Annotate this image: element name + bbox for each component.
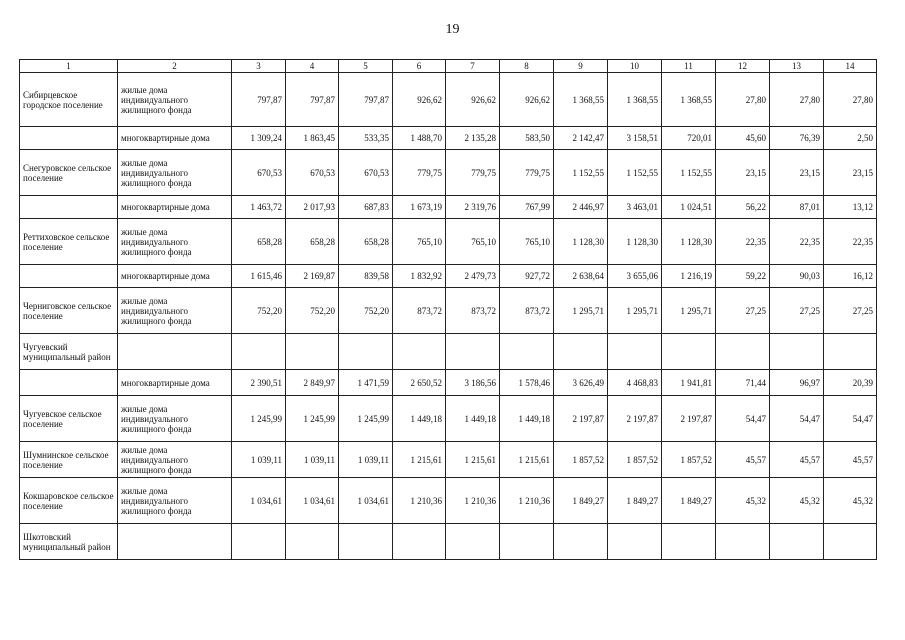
value-cell: 1 245,99	[286, 396, 339, 442]
value-cell	[554, 524, 608, 560]
value-cell: 1 152,55	[608, 150, 662, 196]
value-cell: 927,72	[500, 265, 554, 288]
value-cell: 16,12	[824, 265, 877, 288]
value-cell: 4 468,83	[608, 370, 662, 396]
housing-type-cell: жилые дома индивидуального жилищного фонда	[118, 478, 232, 524]
value-cell	[662, 524, 716, 560]
value-cell: 1 863,45	[286, 127, 339, 150]
housing-type-cell: многоквартирные дома	[118, 196, 232, 219]
table-row	[20, 288, 877, 334]
value-cell: 1 368,55	[554, 73, 608, 127]
housing-type-cell: жилые дома индивидуального жилищного фонда	[118, 150, 232, 196]
value-cell	[446, 524, 500, 560]
value-cell	[446, 334, 500, 370]
value-cell: 27,80	[716, 73, 770, 127]
value-cell: 2 017,93	[286, 196, 339, 219]
value-cell: 1 152,55	[662, 150, 716, 196]
value-cell: 1 832,92	[393, 265, 446, 288]
value-cell: 926,62	[446, 73, 500, 127]
column-number-row	[20, 60, 877, 73]
value-cell: 1 210,36	[446, 478, 500, 524]
value-cell: 2 142,47	[554, 127, 608, 150]
settlement-cell	[20, 370, 118, 396]
value-cell: 59,22	[716, 265, 770, 288]
value-cell: 658,28	[286, 219, 339, 265]
value-cell: 45,57	[770, 442, 824, 478]
value-cell: 1 245,99	[339, 396, 393, 442]
value-cell: 1 578,46	[500, 370, 554, 396]
table-row	[20, 442, 877, 478]
column-header: 14	[824, 60, 877, 73]
page-number: 19	[445, 22, 460, 37]
column-header: 9	[554, 60, 608, 73]
value-cell: 779,75	[446, 150, 500, 196]
value-cell: 1 488,70	[393, 127, 446, 150]
housing-type-cell: жилые дома индивидуального жилищного фонда	[118, 219, 232, 265]
value-cell: 873,72	[446, 288, 500, 334]
value-cell: 873,72	[500, 288, 554, 334]
value-cell	[339, 524, 393, 560]
value-cell: 22,35	[770, 219, 824, 265]
value-cell: 1 215,61	[500, 442, 554, 478]
value-cell: 76,39	[770, 127, 824, 150]
value-cell: 765,10	[446, 219, 500, 265]
settlement-cell: Сибирцевское городское поселение	[20, 73, 118, 127]
column-header: 8	[500, 60, 554, 73]
tariff-table	[19, 59, 877, 560]
value-cell: 765,10	[393, 219, 446, 265]
value-cell: 2 197,87	[608, 396, 662, 442]
value-cell: 1 849,27	[554, 478, 608, 524]
column-header: 6	[393, 60, 446, 73]
value-cell: 1 368,55	[608, 73, 662, 127]
value-cell: 27,25	[770, 288, 824, 334]
value-cell: 54,47	[770, 396, 824, 442]
settlement-cell: Шумнинское сельское поселение	[20, 442, 118, 478]
housing-type-cell: жилые дома индивидуального жилищного фонда	[118, 442, 232, 478]
table-row	[20, 219, 877, 265]
value-cell: 1 039,11	[232, 442, 286, 478]
settlement-cell: Чугуевское сельское поселение	[20, 396, 118, 442]
value-cell: 2 650,52	[393, 370, 446, 396]
table-row	[20, 127, 877, 150]
value-cell: 1 152,55	[554, 150, 608, 196]
value-cell	[339, 334, 393, 370]
value-cell: 1 849,27	[608, 478, 662, 524]
value-cell: 1 034,61	[286, 478, 339, 524]
value-cell: 1 673,19	[393, 196, 446, 219]
value-cell: 27,80	[824, 73, 877, 127]
value-cell: 2 135,28	[446, 127, 500, 150]
value-cell: 71,44	[716, 370, 770, 396]
settlement-cell: Шкотовский муниципальный район	[20, 524, 118, 560]
column-header: 13	[770, 60, 824, 73]
value-cell: 2 169,87	[286, 265, 339, 288]
table-row	[20, 478, 877, 524]
value-cell: 752,20	[339, 288, 393, 334]
value-cell: 23,15	[716, 150, 770, 196]
value-cell: 752,20	[232, 288, 286, 334]
value-cell	[232, 334, 286, 370]
value-cell: 1 471,59	[339, 370, 393, 396]
value-cell	[662, 334, 716, 370]
value-cell: 1 128,30	[554, 219, 608, 265]
value-cell: 1 039,11	[339, 442, 393, 478]
value-cell	[770, 334, 824, 370]
value-cell: 1 210,36	[393, 478, 446, 524]
value-cell: 90,03	[770, 265, 824, 288]
value-cell: 20,39	[824, 370, 877, 396]
value-cell	[554, 334, 608, 370]
value-cell: 2,50	[824, 127, 877, 150]
table-row	[20, 334, 877, 370]
housing-type-cell: многоквартирные дома	[118, 127, 232, 150]
value-cell: 779,75	[500, 150, 554, 196]
value-cell: 3 186,56	[446, 370, 500, 396]
value-cell: 2 638,64	[554, 265, 608, 288]
value-cell: 1 449,18	[500, 396, 554, 442]
value-cell: 2 479,73	[446, 265, 500, 288]
value-cell: 670,53	[339, 150, 393, 196]
housing-type-cell: многоквартирные дома	[118, 370, 232, 396]
housing-type-cell: многоквартирные дома	[118, 265, 232, 288]
value-cell: 2 446,97	[554, 196, 608, 219]
value-cell: 22,35	[824, 219, 877, 265]
value-cell	[716, 334, 770, 370]
value-cell: 1 216,19	[662, 265, 716, 288]
value-cell: 1 857,52	[662, 442, 716, 478]
value-cell: 1 039,11	[286, 442, 339, 478]
column-header: 10	[608, 60, 662, 73]
column-header: 4	[286, 60, 339, 73]
table-row	[20, 370, 877, 396]
table-row	[20, 196, 877, 219]
settlement-cell	[20, 127, 118, 150]
table-row	[20, 524, 877, 560]
value-cell: 3 626,49	[554, 370, 608, 396]
value-cell: 670,53	[232, 150, 286, 196]
value-cell: 2 197,87	[662, 396, 716, 442]
value-cell: 45,32	[770, 478, 824, 524]
value-cell: 1 857,52	[608, 442, 662, 478]
value-cell	[393, 524, 446, 560]
value-cell: 3 655,06	[608, 265, 662, 288]
value-cell: 720,01	[662, 127, 716, 150]
value-cell: 797,87	[339, 73, 393, 127]
value-cell: 1 034,61	[232, 478, 286, 524]
value-cell: 27,80	[770, 73, 824, 127]
value-cell	[824, 334, 877, 370]
value-cell: 797,87	[286, 73, 339, 127]
value-cell	[608, 524, 662, 560]
value-cell: 687,83	[339, 196, 393, 219]
value-cell: 1 309,24	[232, 127, 286, 150]
value-cell	[286, 334, 339, 370]
settlement-cell: Реттиховское сельское поселение	[20, 219, 118, 265]
value-cell: 779,75	[393, 150, 446, 196]
value-cell: 3 158,51	[608, 127, 662, 150]
value-cell: 1 941,81	[662, 370, 716, 396]
value-cell: 752,20	[286, 288, 339, 334]
value-cell: 1 034,61	[339, 478, 393, 524]
table-row	[20, 150, 877, 196]
value-cell: 1 449,18	[446, 396, 500, 442]
value-cell: 873,72	[393, 288, 446, 334]
value-cell: 533,35	[339, 127, 393, 150]
value-cell: 1 857,52	[554, 442, 608, 478]
value-cell: 1 128,30	[608, 219, 662, 265]
value-cell: 839,58	[339, 265, 393, 288]
value-cell: 45,57	[824, 442, 877, 478]
housing-type-cell: жилые дома индивидуального жилищного фонда	[118, 288, 232, 334]
settlement-cell: Снегуровское сельское поселение	[20, 150, 118, 196]
housing-type-cell	[118, 334, 232, 370]
value-cell	[716, 524, 770, 560]
table-row	[20, 265, 877, 288]
value-cell: 23,15	[770, 150, 824, 196]
value-cell: 797,87	[232, 73, 286, 127]
value-cell: 54,47	[824, 396, 877, 442]
value-cell: 1 615,46	[232, 265, 286, 288]
value-cell: 1 024,51	[662, 196, 716, 219]
value-cell	[500, 524, 554, 560]
column-header: 2	[118, 60, 232, 73]
housing-type-cell: жилые дома индивидуального жилищного фонда	[118, 73, 232, 127]
value-cell: 45,60	[716, 127, 770, 150]
value-cell: 658,28	[339, 219, 393, 265]
value-cell	[824, 524, 877, 560]
column-header: 3	[232, 60, 286, 73]
value-cell	[608, 334, 662, 370]
value-cell: 1 368,55	[662, 73, 716, 127]
value-cell: 1 295,71	[662, 288, 716, 334]
value-cell: 45,57	[716, 442, 770, 478]
value-cell	[393, 334, 446, 370]
value-cell: 1 449,18	[393, 396, 446, 442]
value-cell: 658,28	[232, 219, 286, 265]
value-cell: 1 245,99	[232, 396, 286, 442]
settlement-cell	[20, 265, 118, 288]
value-cell: 87,01	[770, 196, 824, 219]
value-cell: 45,32	[824, 478, 877, 524]
value-cell: 1 215,61	[446, 442, 500, 478]
column-header: 7	[446, 60, 500, 73]
table-row	[20, 73, 877, 127]
value-cell: 23,15	[824, 150, 877, 196]
value-cell: 670,53	[286, 150, 339, 196]
value-cell	[770, 524, 824, 560]
settlement-cell: Черниговское сельское поселение	[20, 288, 118, 334]
value-cell: 27,25	[824, 288, 877, 334]
settlement-cell	[20, 196, 118, 219]
column-header: 11	[662, 60, 716, 73]
value-cell: 45,32	[716, 478, 770, 524]
value-cell: 1 849,27	[662, 478, 716, 524]
value-cell: 926,62	[500, 73, 554, 127]
value-cell: 1 295,71	[554, 288, 608, 334]
settlement-cell: Чугуевский муниципальный район	[20, 334, 118, 370]
value-cell: 583,50	[500, 127, 554, 150]
table-row	[20, 396, 877, 442]
value-cell	[286, 524, 339, 560]
value-cell: 767,99	[500, 196, 554, 219]
column-header: 12	[716, 60, 770, 73]
housing-type-cell: жилые дома индивидуального жилищного фонда	[118, 396, 232, 442]
value-cell: 926,62	[393, 73, 446, 127]
value-cell: 27,25	[716, 288, 770, 334]
value-cell: 22,35	[716, 219, 770, 265]
value-cell: 2 197,87	[554, 396, 608, 442]
value-cell: 56,22	[716, 196, 770, 219]
housing-type-cell	[118, 524, 232, 560]
value-cell: 13,12	[824, 196, 877, 219]
value-cell: 3 463,01	[608, 196, 662, 219]
value-cell: 2 849,97	[286, 370, 339, 396]
value-cell: 1 463,72	[232, 196, 286, 219]
value-cell	[232, 524, 286, 560]
value-cell: 2 390,51	[232, 370, 286, 396]
value-cell: 2 319,76	[446, 196, 500, 219]
column-header: 5	[339, 60, 393, 73]
value-cell: 1 128,30	[662, 219, 716, 265]
column-header: 1	[20, 60, 118, 73]
value-cell: 96,97	[770, 370, 824, 396]
value-cell: 54,47	[716, 396, 770, 442]
value-cell: 1 210,36	[500, 478, 554, 524]
value-cell: 765,10	[500, 219, 554, 265]
value-cell	[500, 334, 554, 370]
value-cell: 1 295,71	[608, 288, 662, 334]
value-cell: 1 215,61	[393, 442, 446, 478]
settlement-cell: Кокшаровское сельское поселение	[20, 478, 118, 524]
